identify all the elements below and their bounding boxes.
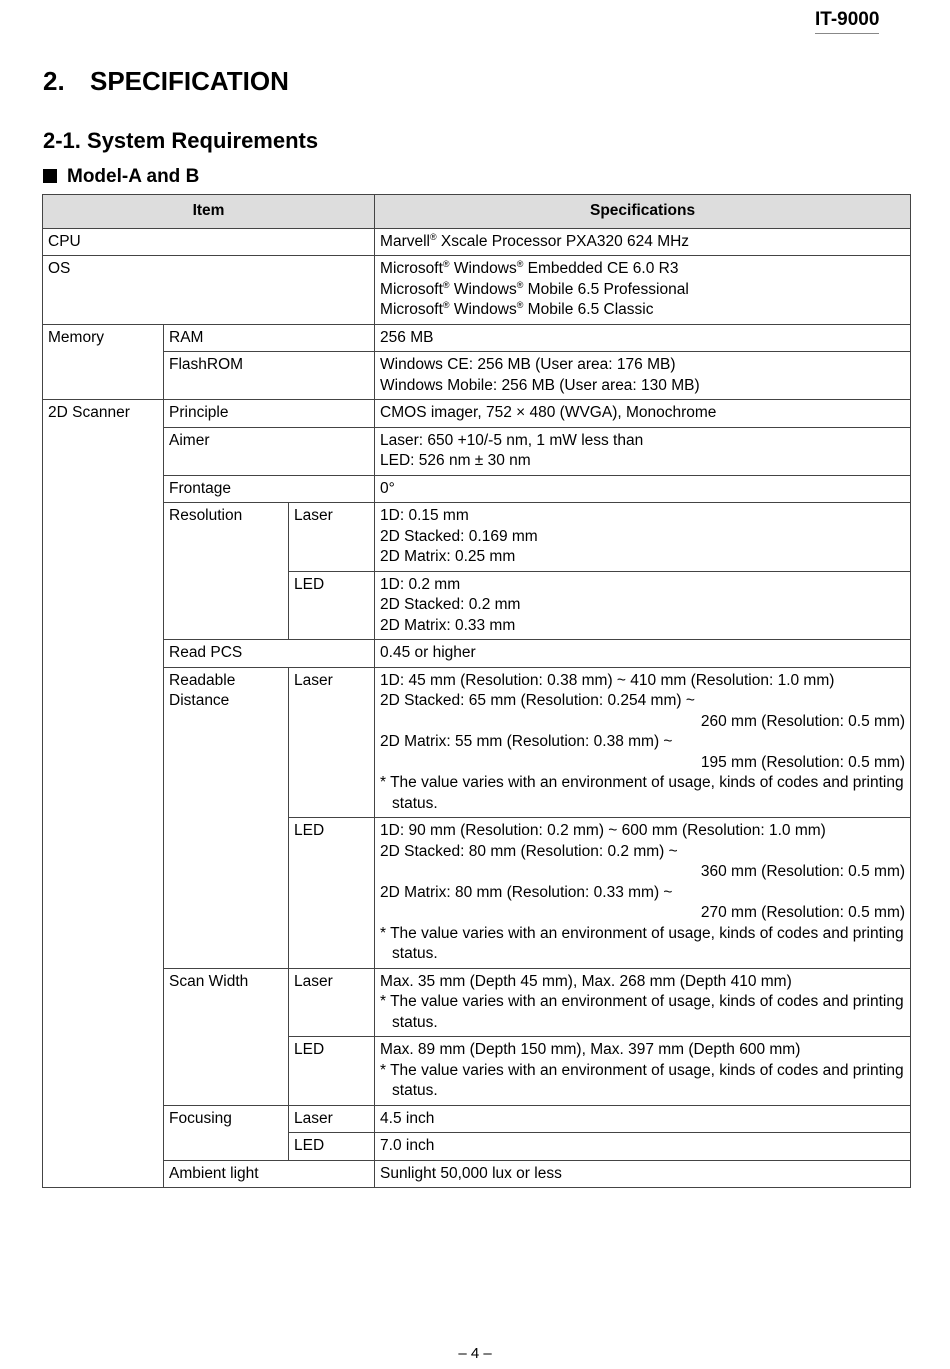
- scanner-label: 2D Scanner: [43, 400, 164, 1188]
- ram-value: 256 MB: [375, 324, 911, 352]
- ambient-label: Ambient light: [164, 1160, 375, 1188]
- os-label: OS: [43, 256, 375, 325]
- table-row-frontage: [43, 475, 911, 503]
- focusing-laser-value: 4.5 inch: [375, 1105, 911, 1133]
- header-specifications: Specifications: [375, 195, 911, 229]
- section-heading: 2-1. System Requirements: [43, 128, 319, 153]
- table-row-flashrom: [43, 352, 911, 400]
- chapter-heading: [43, 65, 289, 97]
- note-text: * The value varies with an environment of usage, kinds of codes and printing status.: [380, 924, 904, 962]
- table-row-readable-laser: [43, 667, 911, 818]
- table-row-resolution-laser: [43, 503, 911, 572]
- principle-value: CMOS imager, 752 × 480 (WVGA), Monochrome: [375, 400, 911, 428]
- resolution-led-value: 1D: 0.2 mm 2D Stacked: 0.2 mm 2D Matrix: 0.33 mm: [375, 571, 911, 640]
- table-row-ram: [43, 324, 911, 352]
- document-model-header: IT-9000: [815, 9, 879, 34]
- scanwidth-led-label: LED: [289, 1037, 375, 1106]
- frontage-value: 0°: [375, 475, 911, 503]
- resolution-laser-label: Laser: [289, 503, 375, 572]
- focusing-label: Focusing: [164, 1105, 289, 1160]
- resolution-laser-value: 1D: 0.15 mm 2D Stacked: 0.169 mm 2D Matrix: 0.25 mm: [375, 503, 911, 572]
- flashrom-label: FlashROM: [164, 352, 375, 400]
- flashrom-value: Windows CE: 256 MB (User area: 176 MB) Windows Mobile: 256 MB (User area: 130 MB): [375, 352, 911, 400]
- table-row-readpcs: [43, 640, 911, 668]
- resolution-led-label: LED: [289, 571, 375, 640]
- aimer-label: Aimer: [164, 427, 375, 475]
- memory-label: Memory: [43, 324, 164, 400]
- focusing-led-label: LED: [289, 1133, 375, 1161]
- readpcs-label: Read PCS: [164, 640, 375, 668]
- readable-laser-value: 1D: 45 mm (Resolution: 0.38 mm) ~ 410 mm (Resolution: 1.0 mm) 2D Stacked: 65 mm (Resolution: 0.254 mm) ~ 260 mm (Resolution: 0.5 mm) 2D Matrix: 55 mm (Resolution: 0.38 mm) ~ 195 mm (Resolution: 0.5 mm) * The value varies with an environment of usage, kinds of codes and printing status.: [375, 667, 911, 818]
- black-square-icon: [43, 169, 57, 183]
- aimer-value: Laser: 650 +10/-5 nm, 1 mW less than LED: 526 nm ± 30 nm: [375, 427, 911, 475]
- table-row-ambient: [43, 1160, 911, 1188]
- table-row-scanwidth-laser: [43, 968, 911, 1037]
- scanwidth-laser-value: Max. 35 mm (Depth 45 mm), Max. 268 mm (Depth 410 mm) * The value varies with an environment of usage, kinds of codes and printing status.: [375, 968, 911, 1037]
- scanwidth-laser-label: Laser: [289, 968, 375, 1037]
- cpu-label: CPU: [43, 228, 375, 256]
- chapter-title: SPECIFICATION: [90, 66, 289, 96]
- readable-laser-label: Laser: [289, 667, 375, 818]
- table-header-row: [43, 195, 911, 229]
- principle-label: Principle: [164, 400, 375, 428]
- table-row-aimer: [43, 427, 911, 475]
- chapter-number: 2.: [43, 66, 65, 96]
- os-value: Microsoft® Windows® Embedded CE 6.0 R3 Microsoft® Windows® Mobile 6.5 Professional Microsoft® Windows® Mobile 6.5 Classic: [375, 256, 911, 325]
- ram-label: RAM: [164, 324, 375, 352]
- table-row-os: [43, 256, 911, 325]
- focusing-led-value: 7.0 inch: [375, 1133, 911, 1161]
- subsection-heading: [43, 165, 199, 189]
- note-text: * The value varies with an environment of usage, kinds of codes and printing status.: [380, 774, 904, 812]
- cpu-value: Marvell® Xscale Processor PXA320 624 MHz: [375, 228, 911, 256]
- ambient-value: Sunlight 50,000 lux or less: [375, 1160, 911, 1188]
- readable-led-value: 1D: 90 mm (Resolution: 0.2 mm) ~ 600 mm (Resolution: 1.0 mm) 2D Stacked: 80 mm (Resolution: 0.2 mm) ~ 360 mm (Resolution: 0.5 mm) 2D Matrix: 80 mm (Resolution: 0.33 mm) ~ 270 mm (Resolution: 0.5 mm) * The value varies with an environment of usage, kinds of codes and printing status.: [375, 818, 911, 969]
- header-item: Item: [43, 195, 375, 229]
- table-row-cpu: [43, 228, 911, 256]
- specification-table: [42, 194, 911, 1188]
- readable-distance-label: Readable Distance: [164, 667, 289, 968]
- readable-led-label: LED: [289, 818, 375, 969]
- scanwidth-led-value: Max. 89 mm (Depth 150 mm), Max. 397 mm (Depth 600 mm) * The value varies with an environment of usage, kinds of codes and printing status.: [375, 1037, 911, 1106]
- subsection-title: Model-A and B: [67, 166, 200, 187]
- frontage-label: Frontage: [164, 475, 375, 503]
- focusing-laser-label: Laser: [289, 1105, 375, 1133]
- note-text: * The value varies with an environment of usage, kinds of codes and printing status.: [380, 993, 904, 1031]
- scanwidth-label: Scan Width: [164, 968, 289, 1105]
- note-text: * The value varies with an environment of usage, kinds of codes and printing status.: [380, 1061, 904, 1099]
- readpcs-value: 0.45 or higher: [375, 640, 911, 668]
- table-row-focusing-laser: [43, 1105, 911, 1133]
- table-row-principle: [43, 400, 911, 428]
- resolution-label: Resolution: [164, 503, 289, 640]
- page-number: – 4 –: [458, 1345, 492, 1362]
